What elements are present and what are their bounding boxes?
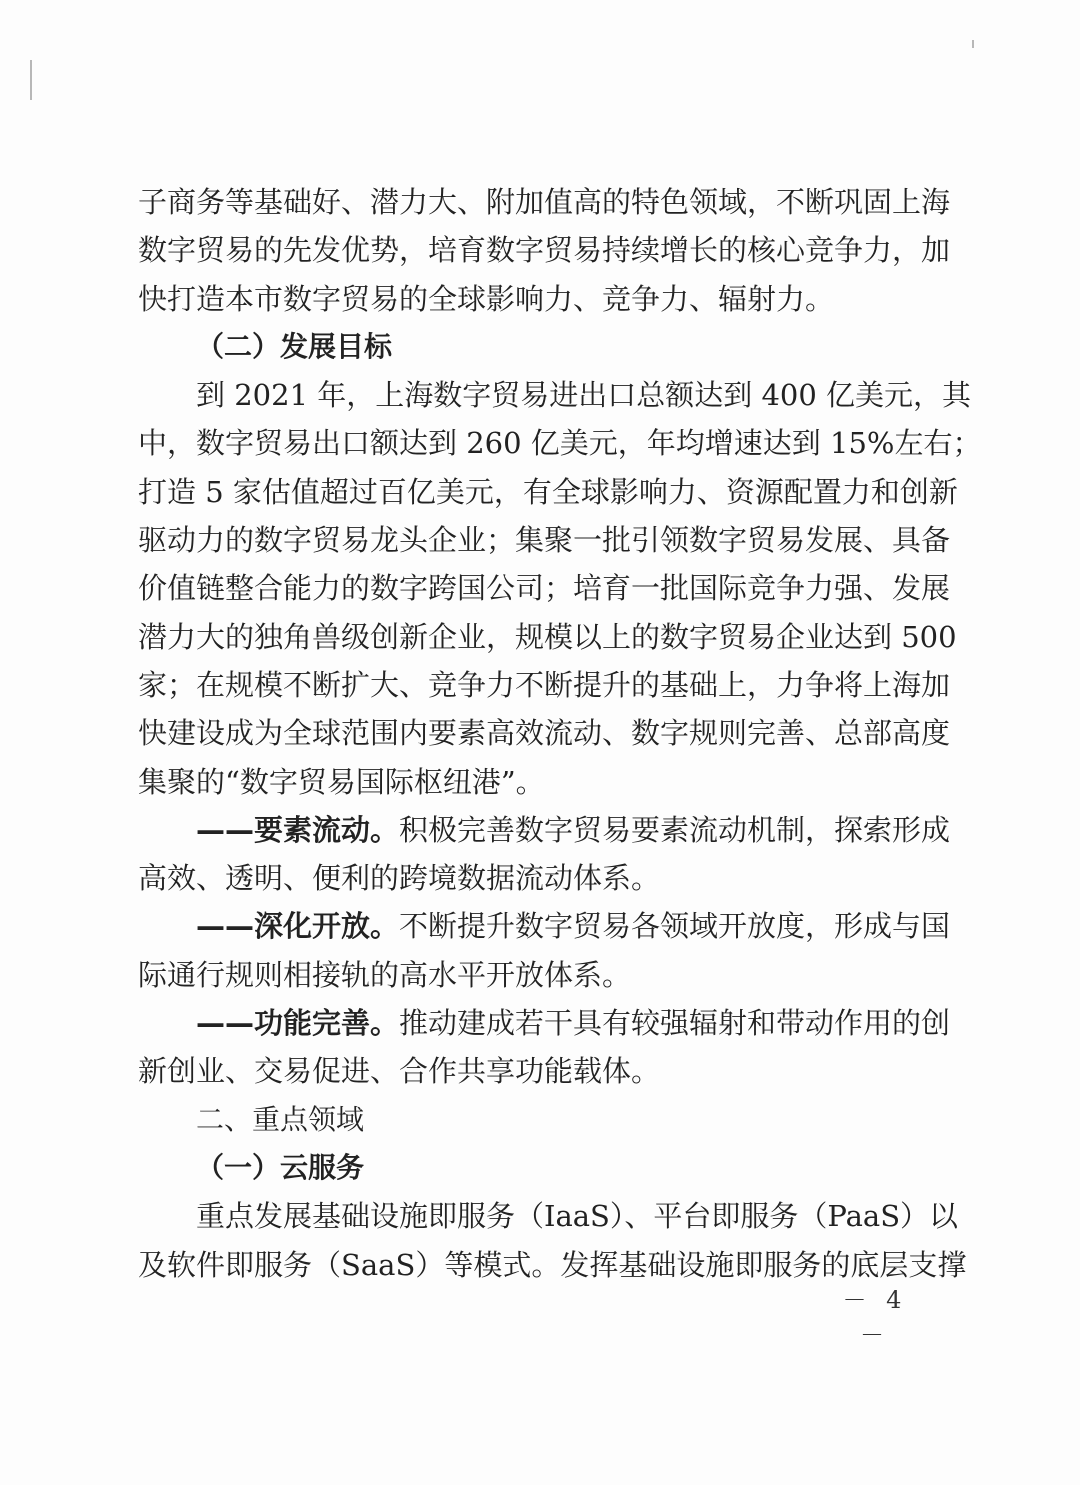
scan-mark-left bbox=[30, 60, 32, 100]
page-number: － 4 － bbox=[842, 1286, 908, 1349]
body-line: 子商务等基础好、潜力大、附加值高的特色领域，不断巩固上海 bbox=[138, 185, 951, 219]
goal-line-factor-flow bbox=[138, 806, 951, 854]
goal-text: 推动建成若干具有较强辐射和带动作用的创 bbox=[399, 1006, 951, 1041]
body-line: 重点发展基础设施即服务（IaaS）、平台即服务（PaaS）以 bbox=[196, 1199, 959, 1234]
body-line: 高效、透明、便利的跨境数据流动体系。 bbox=[138, 861, 661, 896]
body-line: 新创业、交易促进、合作共享功能载体。 bbox=[138, 1054, 661, 1089]
body-line: 际通行规则相接轨的高水平开放体系。 bbox=[138, 957, 632, 992]
section-heading: 二、重点领域 bbox=[196, 1102, 365, 1136]
goal-line-opening bbox=[138, 902, 951, 950]
goal-lead: ——要素流动。 bbox=[196, 812, 400, 847]
goal-line-function bbox=[138, 999, 951, 1047]
body-line: 驱动力的数字贸易龙头企业；集聚一批引领数字贸易发展、具备 bbox=[138, 523, 951, 558]
body-line: 数字贸易的先发优势，培育数字贸易持续增长的核心竞争力，加 bbox=[138, 233, 951, 268]
body-line: 家；在规模不断扩大、竞争力不断提升的基础上，力争将上海加 bbox=[138, 667, 951, 702]
body-line: 及软件即服务（SaaS）等模式。发挥基础设施即服务的底层支撑 bbox=[138, 1247, 967, 1282]
body-line: 集聚的“数字贸易国际枢纽港”。 bbox=[138, 764, 545, 799]
scan-mark-right bbox=[972, 40, 974, 48]
body-line: 快打造本市数字贸易的全球影响力、竞争力、辐射力。 bbox=[138, 281, 835, 316]
body-line: 打造 5 家估值超过百亿美元，有全球影响力、资源配置力和创新 bbox=[138, 474, 958, 509]
goal-text: 不断提升数字贸易各领域开放度，形成与国 bbox=[399, 909, 951, 944]
goal-text: 积极完善数字贸易要素流动机制，探索形成 bbox=[399, 812, 951, 847]
body-line: 到 2021 年，上海数字贸易进出口总额达到 400 亿美元，其 bbox=[196, 378, 972, 413]
body-line: 价值链整合能力的数字跨国公司；培育一批国际竞争力强、发展 bbox=[138, 571, 951, 606]
subsection-heading: （二）发展目标 bbox=[196, 329, 393, 363]
body-line: 快建设成为全球范围内要素高效流动、数字规则完善、总部高度 bbox=[138, 716, 951, 751]
goal-lead: ——深化开放。 bbox=[196, 909, 400, 944]
subsection-heading: （一）云服务 bbox=[196, 1150, 365, 1184]
document-body bbox=[138, 178, 982, 1289]
body-line: 潜力大的独角兽级创新企业，规模以上的数字贸易企业达到 500 bbox=[138, 619, 957, 654]
body-line: 中，数字贸易出口额达到 260 亿美元，年均增速达到 15%左右； bbox=[138, 426, 982, 461]
goal-lead: ——功能完善。 bbox=[196, 1006, 400, 1041]
